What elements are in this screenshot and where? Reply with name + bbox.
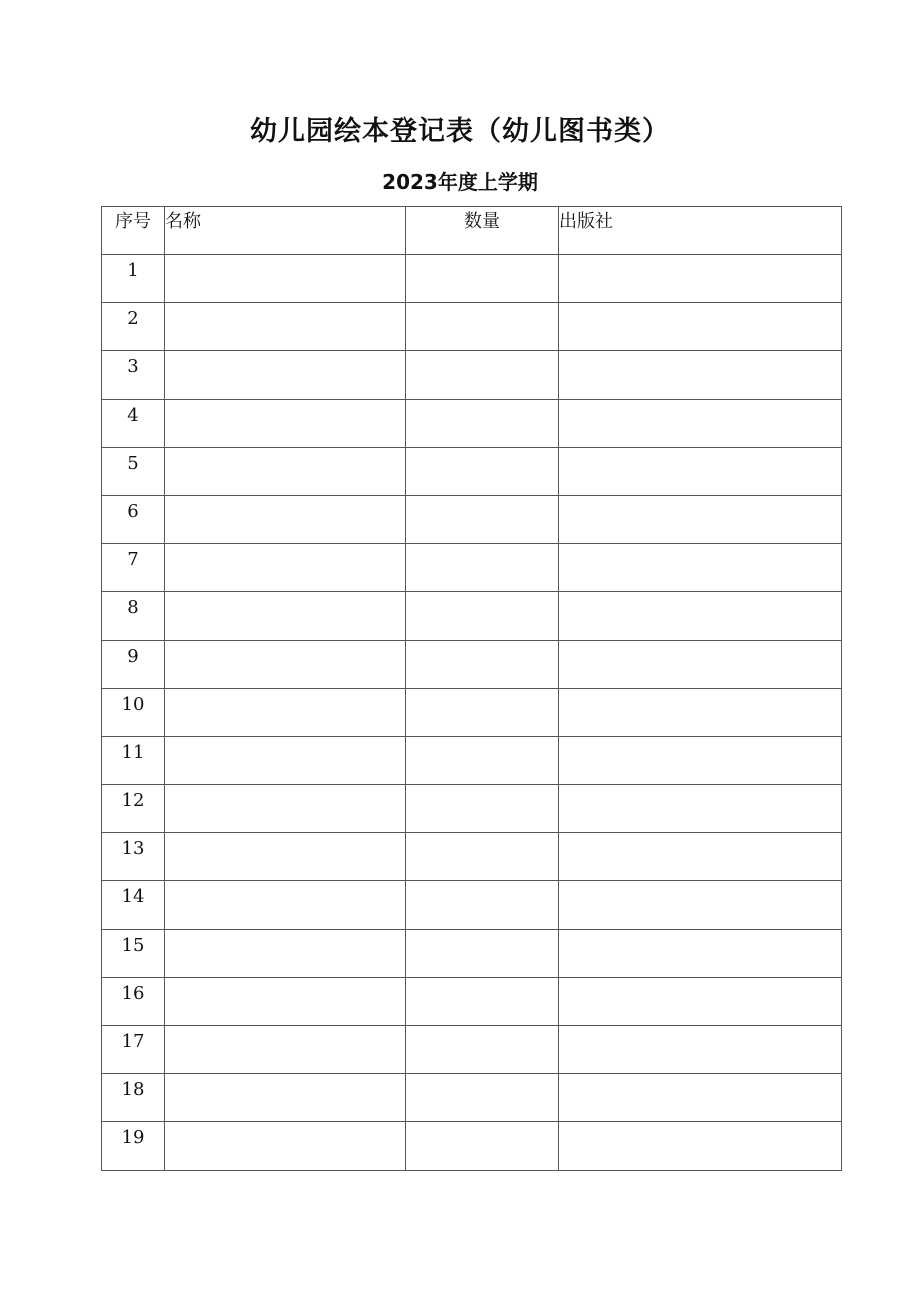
name-cell[interactable] bbox=[165, 640, 406, 688]
table-row bbox=[102, 688, 842, 736]
quantity-cell[interactable] bbox=[406, 592, 559, 640]
publisher-cell[interactable] bbox=[559, 303, 842, 351]
table-row bbox=[102, 351, 842, 399]
row-number-cell: 3 bbox=[102, 351, 165, 399]
table-body bbox=[102, 255, 842, 1171]
table-row bbox=[102, 1074, 842, 1122]
publisher-cell[interactable] bbox=[559, 833, 842, 881]
quantity-cell[interactable] bbox=[406, 447, 559, 495]
row-number-cell: 15 bbox=[102, 929, 165, 977]
table-row bbox=[102, 929, 842, 977]
publisher-cell[interactable] bbox=[559, 447, 842, 495]
table-row bbox=[102, 255, 842, 303]
row-number-cell: 17 bbox=[102, 1026, 165, 1074]
publisher-cell[interactable] bbox=[559, 399, 842, 447]
quantity-cell[interactable] bbox=[406, 1122, 559, 1170]
name-cell[interactable] bbox=[165, 881, 406, 929]
name-cell[interactable] bbox=[165, 255, 406, 303]
quantity-cell[interactable] bbox=[406, 399, 559, 447]
publisher-cell[interactable] bbox=[559, 688, 842, 736]
name-cell[interactable] bbox=[165, 929, 406, 977]
publisher-cell[interactable] bbox=[559, 785, 842, 833]
publisher-cell[interactable] bbox=[559, 1122, 842, 1170]
row-number-cell: 8 bbox=[102, 592, 165, 640]
name-cell[interactable] bbox=[165, 736, 406, 784]
row-number-cell: 5 bbox=[102, 447, 165, 495]
table-row bbox=[102, 447, 842, 495]
register-table bbox=[101, 206, 842, 1171]
row-number-cell: 13 bbox=[102, 833, 165, 881]
row-number-cell: 19 bbox=[102, 1122, 165, 1170]
table-row bbox=[102, 977, 842, 1025]
row-number-cell: 1 bbox=[102, 255, 165, 303]
publisher-cell[interactable] bbox=[559, 640, 842, 688]
name-cell[interactable] bbox=[165, 1122, 406, 1170]
table-row bbox=[102, 881, 842, 929]
header-no: 序号 bbox=[102, 207, 165, 255]
row-number-cell: 9 bbox=[102, 640, 165, 688]
name-cell[interactable] bbox=[165, 833, 406, 881]
quantity-cell[interactable] bbox=[406, 351, 559, 399]
publisher-cell[interactable] bbox=[559, 929, 842, 977]
quantity-cell[interactable] bbox=[406, 495, 559, 543]
quantity-cell[interactable] bbox=[406, 1074, 559, 1122]
quantity-cell[interactable] bbox=[406, 833, 559, 881]
name-cell[interactable] bbox=[165, 495, 406, 543]
name-cell[interactable] bbox=[165, 447, 406, 495]
row-number-cell: 14 bbox=[102, 881, 165, 929]
publisher-cell[interactable] bbox=[559, 881, 842, 929]
table-row bbox=[102, 1026, 842, 1074]
name-cell[interactable] bbox=[165, 1026, 406, 1074]
publisher-cell[interactable] bbox=[559, 544, 842, 592]
name-cell[interactable] bbox=[165, 1074, 406, 1122]
table-row bbox=[102, 303, 842, 351]
document-title: 幼儿园绘本登记表（幼儿图书类） bbox=[250, 116, 670, 147]
table-row bbox=[102, 736, 842, 784]
header-quantity: 数量 bbox=[406, 207, 559, 255]
quantity-cell[interactable] bbox=[406, 881, 559, 929]
quantity-cell[interactable] bbox=[406, 736, 559, 784]
name-cell[interactable] bbox=[165, 351, 406, 399]
table-row bbox=[102, 640, 842, 688]
table-row bbox=[102, 544, 842, 592]
header-name: 名称 bbox=[165, 207, 406, 255]
publisher-cell[interactable] bbox=[559, 255, 842, 303]
quantity-cell[interactable] bbox=[406, 688, 559, 736]
quantity-cell[interactable] bbox=[406, 929, 559, 977]
table-row bbox=[102, 592, 842, 640]
header-publisher: 出版社 bbox=[559, 207, 842, 255]
quantity-cell[interactable] bbox=[406, 544, 559, 592]
publisher-cell[interactable] bbox=[559, 1074, 842, 1122]
name-cell[interactable] bbox=[165, 688, 406, 736]
name-cell[interactable] bbox=[165, 544, 406, 592]
row-number-cell: 10 bbox=[102, 688, 165, 736]
row-number-cell: 16 bbox=[102, 977, 165, 1025]
name-cell[interactable] bbox=[165, 399, 406, 447]
publisher-cell[interactable] bbox=[559, 977, 842, 1025]
table-row bbox=[102, 495, 842, 543]
quantity-cell[interactable] bbox=[406, 785, 559, 833]
quantity-cell[interactable] bbox=[406, 303, 559, 351]
publisher-cell[interactable] bbox=[559, 736, 842, 784]
name-cell[interactable] bbox=[165, 785, 406, 833]
table-row bbox=[102, 1122, 842, 1170]
publisher-cell[interactable] bbox=[559, 592, 842, 640]
publisher-cell[interactable] bbox=[559, 495, 842, 543]
row-number-cell: 4 bbox=[102, 399, 165, 447]
row-number-cell: 12 bbox=[102, 785, 165, 833]
quantity-cell[interactable] bbox=[406, 255, 559, 303]
name-cell[interactable] bbox=[165, 977, 406, 1025]
quantity-cell[interactable] bbox=[406, 977, 559, 1025]
table-row bbox=[102, 833, 842, 881]
document-subtitle: 2023年度上学期 bbox=[382, 170, 538, 194]
table-row bbox=[102, 785, 842, 833]
row-number-cell: 18 bbox=[102, 1074, 165, 1122]
row-number-cell: 2 bbox=[102, 303, 165, 351]
quantity-cell[interactable] bbox=[406, 1026, 559, 1074]
row-number-cell: 7 bbox=[102, 544, 165, 592]
row-number-cell: 11 bbox=[102, 736, 165, 784]
name-cell[interactable] bbox=[165, 303, 406, 351]
name-cell[interactable] bbox=[165, 592, 406, 640]
table-row bbox=[102, 399, 842, 447]
publisher-cell[interactable] bbox=[559, 1026, 842, 1074]
table-header-row bbox=[102, 207, 842, 255]
publisher-cell[interactable] bbox=[559, 351, 842, 399]
row-number-cell: 6 bbox=[102, 495, 165, 543]
quantity-cell[interactable] bbox=[406, 640, 559, 688]
